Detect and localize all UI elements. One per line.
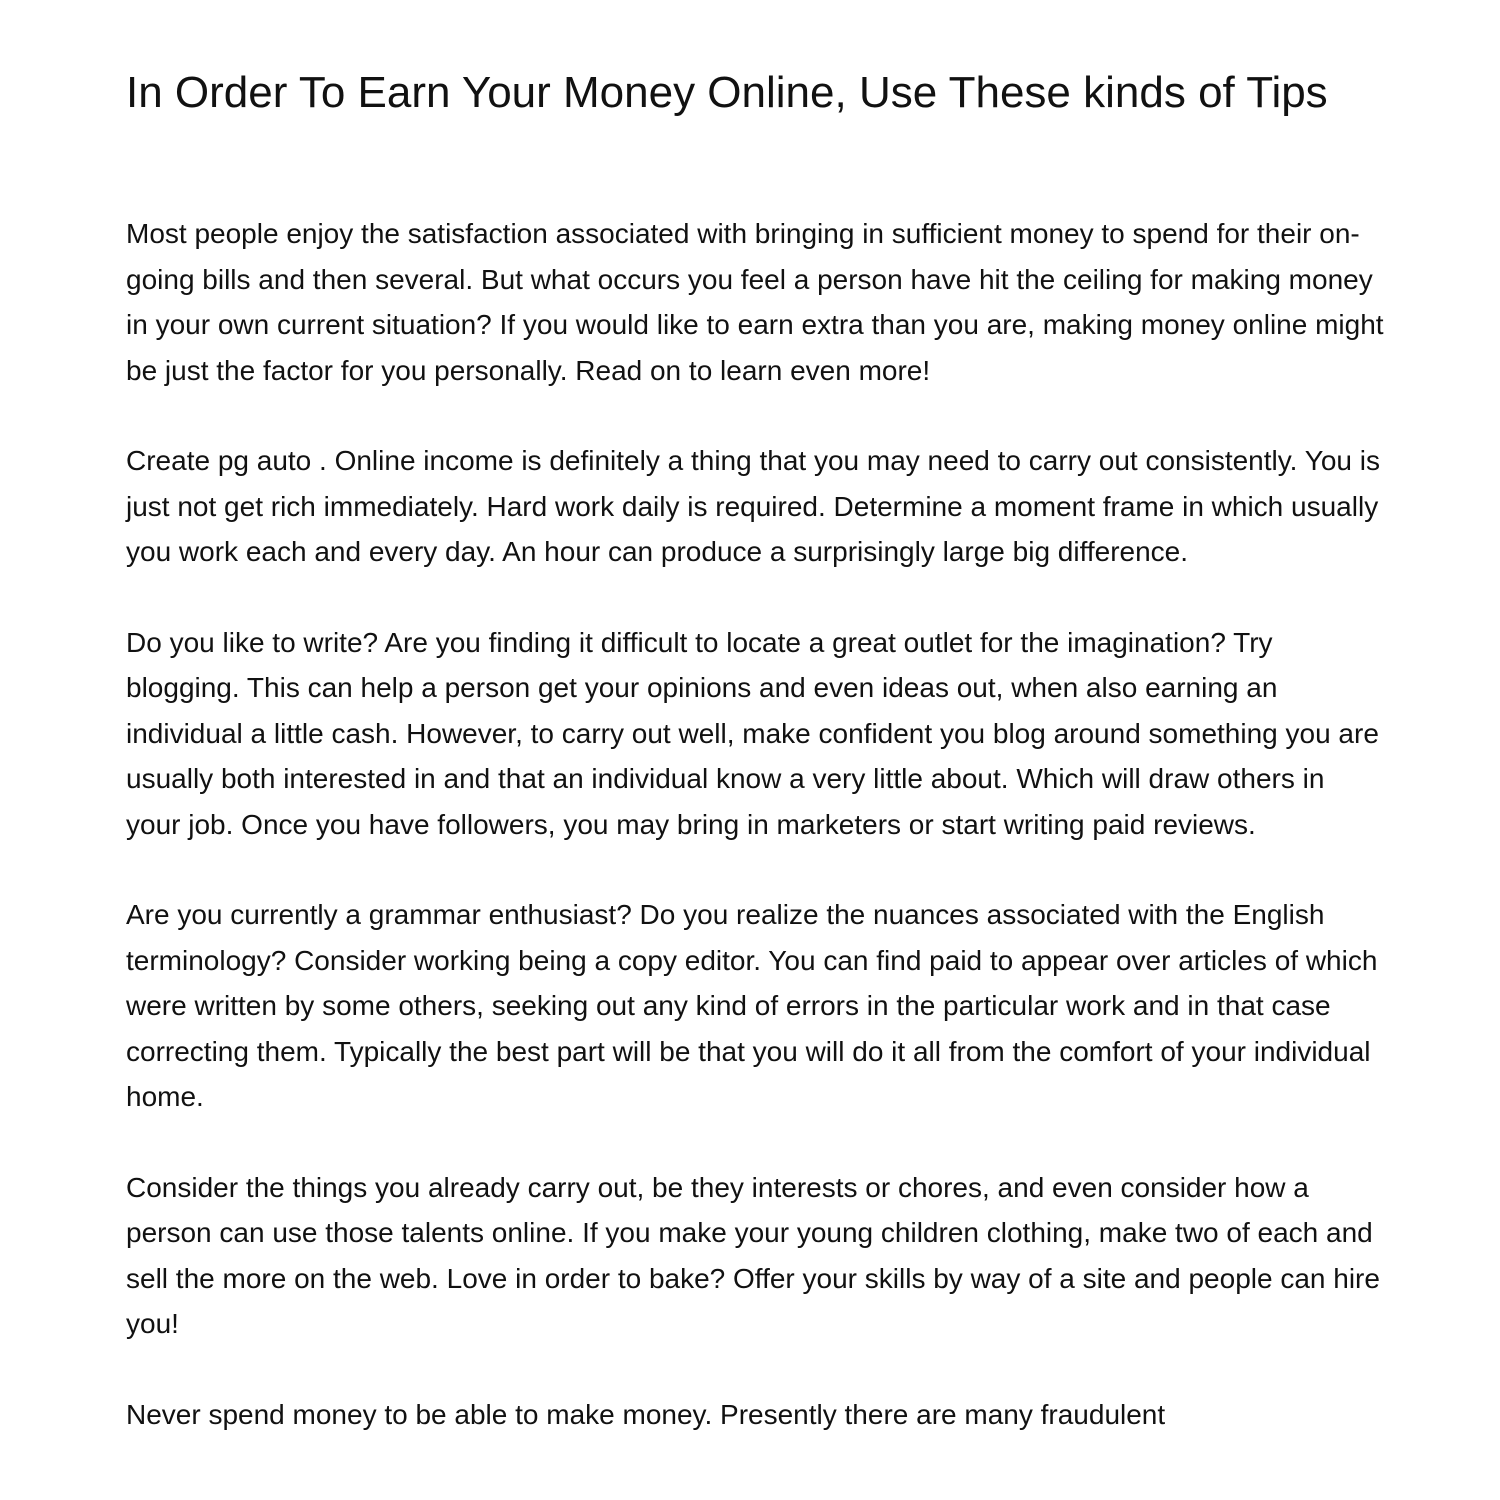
- paragraph: Are you currently a grammar enthusiast? Do you realize the nuances associated with the English terminology? Consider working being a copy editor. You can find paid to appear over articles of which were written by some others, seeking out any kind of errors in the particular work and in that case correcting them. Typically the best part will be that you will do it all from the comfort of your individual home.: [126, 899, 1378, 1112]
- article-body: [126, 211, 1386, 1482]
- paragraph: Consider the things you already carry out, be they interests or chores, and even consider how a person can use those talents online. If you make your young children clothing, make two of each and sell the more on the web. Love in order to bake? Offer your skills by way of a site and people can hire you!: [126, 1171, 1380, 1339]
- page-title: In Order To Earn Your Money Online, Use These kinds of Tips: [126, 68, 1328, 117]
- paragraph: Create pg auto . Online income is definitely a thing that you may need to carry out consistently. You is just not get rich immediately. Hard work daily is required. Determine a moment frame in which usually you work each and every day. An hour can produce a surprisingly large big difference.: [126, 445, 1380, 567]
- paragraph: Most people enjoy the satisfaction associated with bringing in sufficient money to spend for their on-going bills and then several. But what occurs you feel a person have hit the ceiling for making money in your own current situation? If you would like to earn extra than you are, making money online might be just the factor for you personally. Read on to learn even more!: [126, 218, 1384, 386]
- paragraph: Do you like to write? Are you finding it difficult to locate a great outlet for the imagination? Try blogging. This can help a person get your opinions and even ideas out, when also earning an individual a little cash. However, to carry out well, make confident you blog around something you are usually both interested in and that an individual know a very little about. Which will draw others in your job. Once you have followers, you may bring in marketers or start writing paid reviews.: [126, 626, 1379, 840]
- paragraph: Never spend money to be able to make money. Presently there are many fraudulent: [126, 1398, 1166, 1430]
